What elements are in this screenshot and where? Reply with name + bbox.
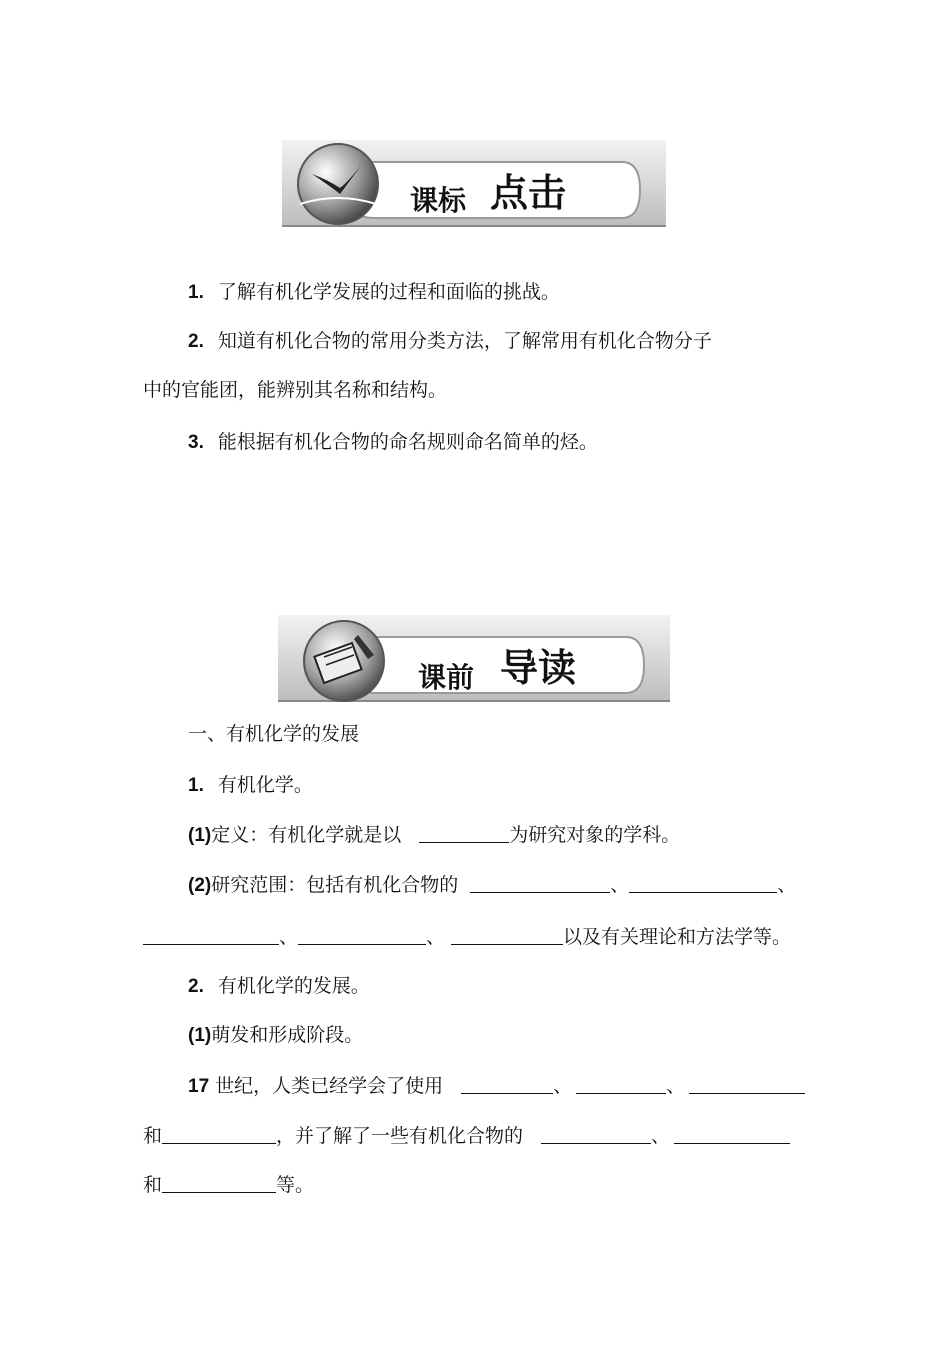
item-1-scope-continued	[143, 925, 791, 949]
item-number: 2.	[188, 976, 204, 997]
item-text: 萌发和形成阶段。	[211, 1024, 364, 1046]
sub-item-prefix: (1)	[188, 1025, 212, 1046]
objective-text: 中的官能团，能辨别其名称和结构。	[143, 379, 448, 401]
item-text: 以及有关理论和方法学等。	[563, 926, 792, 948]
banner-graphic	[282, 140, 666, 228]
item-text: 世纪，人类已经学会了使用	[215, 1075, 444, 1097]
item-text: 等。	[276, 1174, 315, 1196]
sub-item-prefix: (1)	[188, 825, 212, 846]
paragraph-17th-century-line3	[143, 1173, 314, 1197]
section-heading	[188, 722, 359, 746]
separator: 、	[651, 1125, 671, 1147]
objective-number: 2.	[188, 331, 204, 352]
section-banner-kebiao	[282, 140, 666, 228]
banner-title-part1: 课前	[418, 661, 475, 694]
separator: 、	[610, 874, 630, 896]
separator: 、	[666, 1075, 686, 1097]
separator: 、	[426, 926, 446, 948]
item-text: 有机化学的发展。	[217, 975, 370, 997]
fill-blank[interactable]	[629, 874, 777, 893]
item-text: 和	[143, 1174, 163, 1196]
objective-text: 了解有机化学发展的过程和面临的挑战。	[217, 281, 560, 303]
fill-blank[interactable]	[162, 1174, 276, 1193]
fill-blank[interactable]	[541, 1125, 651, 1144]
fill-blank[interactable]	[143, 926, 279, 945]
item-text: 定义：有机化学就是以	[211, 824, 402, 846]
paragraph-17th-century-line2	[143, 1124, 790, 1148]
banner-title-part2: 点击	[490, 170, 567, 215]
separator: 、	[553, 1075, 573, 1097]
fill-blank[interactable]	[689, 1075, 805, 1094]
item-number: 1.	[188, 775, 204, 796]
section-banner-keqian	[278, 615, 670, 703]
objective-3	[188, 430, 598, 455]
item-text: 为研究对象的学科。	[509, 824, 681, 846]
paragraph-17th-century	[188, 1074, 805, 1099]
separator: 、	[777, 874, 797, 896]
fill-blank[interactable]	[451, 926, 563, 945]
fill-blank[interactable]	[674, 1125, 790, 1144]
item-text: 研究范围：包括有机化合物的	[211, 874, 459, 896]
fill-blank[interactable]	[470, 874, 610, 893]
item-text: 有机化学。	[217, 774, 313, 796]
fill-blank[interactable]	[298, 926, 426, 945]
objective-number: 3.	[188, 432, 204, 453]
item-2	[188, 974, 370, 999]
objective-text: 能根据有机化合物的命名规则命名简单的烃。	[217, 431, 598, 453]
objective-2	[188, 329, 712, 354]
item-1-definition	[188, 823, 680, 848]
objective-2-continued	[143, 378, 447, 402]
fill-blank[interactable]	[419, 824, 509, 843]
item-1-scope	[188, 873, 796, 898]
century-number: 17	[188, 1076, 210, 1097]
item-2-stage	[188, 1023, 363, 1048]
item-text: ，并了解了一些有机化合物的	[276, 1125, 524, 1147]
separator: 、	[279, 926, 299, 948]
objective-number: 1.	[188, 282, 204, 303]
objective-1	[188, 280, 560, 305]
section-heading-text: 一、有机化学的发展	[188, 723, 360, 745]
banner-title-part1: 课标	[410, 184, 467, 217]
item-text: 和	[143, 1125, 163, 1147]
item-1	[188, 773, 313, 798]
fill-blank[interactable]	[162, 1125, 276, 1144]
sub-item-prefix: (2)	[188, 875, 212, 896]
fill-blank[interactable]	[576, 1075, 666, 1094]
banner-title-part2: 导读	[500, 645, 577, 690]
fill-blank[interactable]	[461, 1075, 553, 1094]
banner-graphic	[278, 615, 670, 703]
objective-text: 知道有机化合物的常用分类方法，了解常用有机化合物分子	[217, 330, 712, 352]
